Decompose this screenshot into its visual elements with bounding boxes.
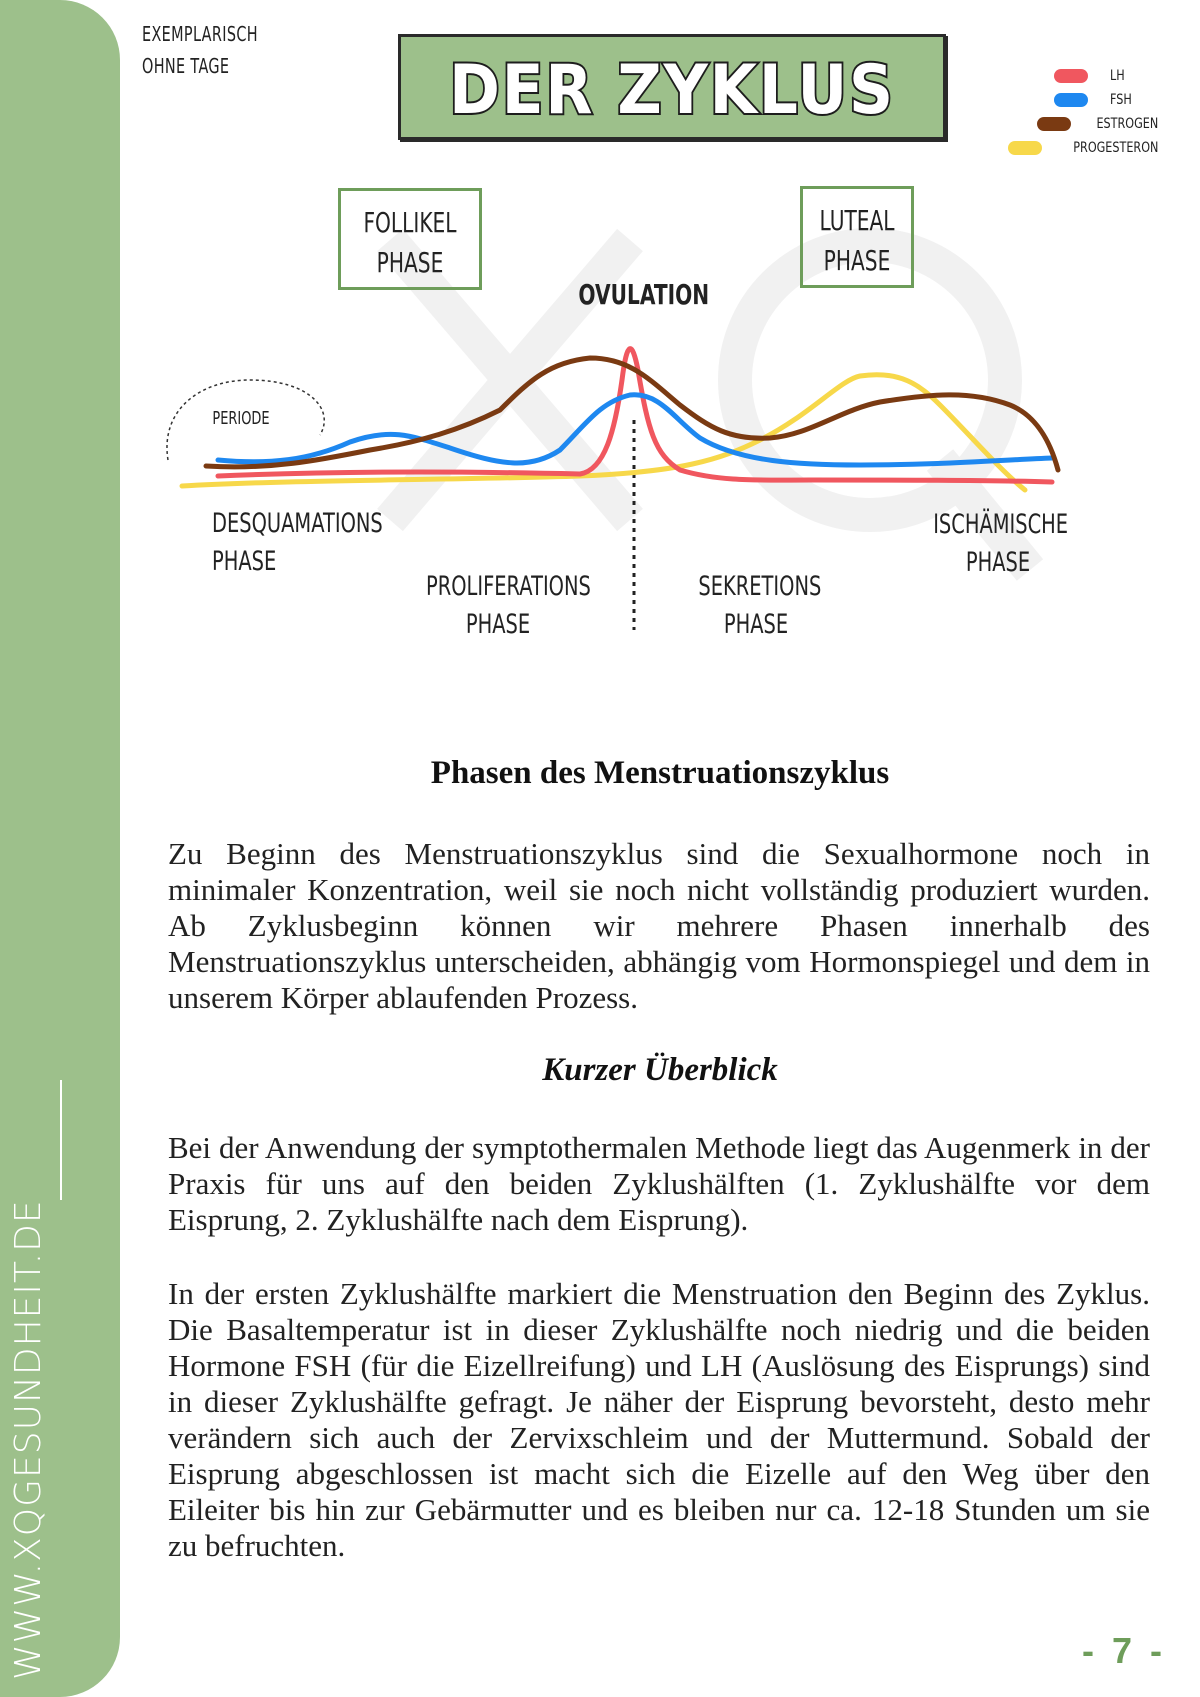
corner-note-line2: OHNE TAGE <box>142 54 230 78</box>
luteal-phase-line2: PHASE <box>823 244 891 277</box>
heading-ueberblick: Kurzer Überblick <box>542 1052 778 1088</box>
legend-swatch-lh <box>1054 69 1088 83</box>
legend-item-progesteron <box>988 136 1158 160</box>
legend-swatch-fsh <box>1054 93 1088 107</box>
legend-swatch-estrogen <box>1037 117 1071 131</box>
legend-item-estrogen <box>988 112 1158 136</box>
estrogen-curve <box>206 358 1058 470</box>
legend-item-fsh <box>988 88 1158 112</box>
proliferation-phase-label: PROLIFERATIONS PHASE <box>426 571 591 640</box>
follikel-phase-line1: FOLLIKEL <box>363 206 457 239</box>
legend-label-estrogen: ESTROGEN <box>1096 116 1158 132</box>
hormone-curves-svg <box>160 180 1160 700</box>
heading-phasen: Phasen des Menstruationszyklus <box>430 755 890 791</box>
website-url[interactable]: WWW.XQGESUNDHEIT.DE <box>8 1199 49 1680</box>
legend-swatch-progesteron <box>1008 141 1042 155</box>
follikel-phase-box <box>338 188 482 290</box>
periode-label: PERIODE <box>212 408 270 429</box>
corner-note <box>142 18 257 82</box>
paragraph-intro: Zu Beginn des Menstruationszyklus sind die Sexualhormone noch in minimaler Konzentration, weil sie noch nicht vollständig produziert wurden. Ab Zyklusbeginn können wir mehrere Phasen innerhalb des Menstruationszyklus unterscheiden, abhängig vom Hormonspiegel und dem in unserem Körper ablaufenden Prozess. <box>168 836 1150 1015</box>
luteal-phase-line1: LUTEAL <box>819 204 895 237</box>
follikel-phase-line2: PHASE <box>376 246 444 279</box>
legend-label-progesteron: PROGESTERON <box>1072 140 1158 156</box>
sekretion-phase-label: SEKRETIONS PHASE <box>698 571 822 640</box>
title-banner <box>398 34 946 140</box>
legend-item-lh <box>988 64 1158 88</box>
legend-label-lh: LH <box>1110 68 1125 84</box>
sidebar-divider <box>60 1080 62 1200</box>
luteal-phase-box <box>800 186 914 288</box>
legend-label-fsh: FSH <box>1110 92 1132 108</box>
page-title: DER ZYKLUS <box>449 51 895 130</box>
cycle-diagram <box>160 180 1160 700</box>
ovulation-label: OVULATION <box>578 278 710 311</box>
paragraph-erste-zyklushaelfte: In der ersten Zyklushälfte markiert die Menstruation den Beginn des Zyklus. Die Basaltemperatur ist in dieser Zyklushälfte noch niedrig und die beiden Hormone FSH (für die Eizellreifung) und LH (Auslösung des Eisprungs) sind in dieser Zyklushälfte gefragt. Je näher der Eisprung bevorsteht, desto mehr verändern sich auch der Zervixschleim und der Muttermund. Sobald der Eisprung abgeschlossen ist macht sich die Eizelle auf den Weg über den Eileiter bis hin zur Gebärmutter und es bleiben nur ca. 12-18 Stunden um sie zu befruchten. <box>168 1276 1150 1563</box>
paragraph-methode: Bei der Anwendung der symptothermalen Methode liegt das Augenmerk in der Praxis für uns auf den beiden Zyklushälften (1. Zyklushälfte vor dem Eisprung, 2. Zyklushälfte nach dem Eisprung). <box>168 1130 1150 1237</box>
page-number: - 7 - <box>1081 1630 1166 1671</box>
hormone-legend <box>988 64 1158 160</box>
sidebar <box>0 0 120 1697</box>
ischaemisch-phase-label: ISCHÄMISCHE PHASE <box>933 509 1069 578</box>
desquamation-phase-label: DESQUAMATIONS PHASE <box>212 508 383 577</box>
corner-note-line1: EXEMPLARISCH <box>142 22 258 46</box>
